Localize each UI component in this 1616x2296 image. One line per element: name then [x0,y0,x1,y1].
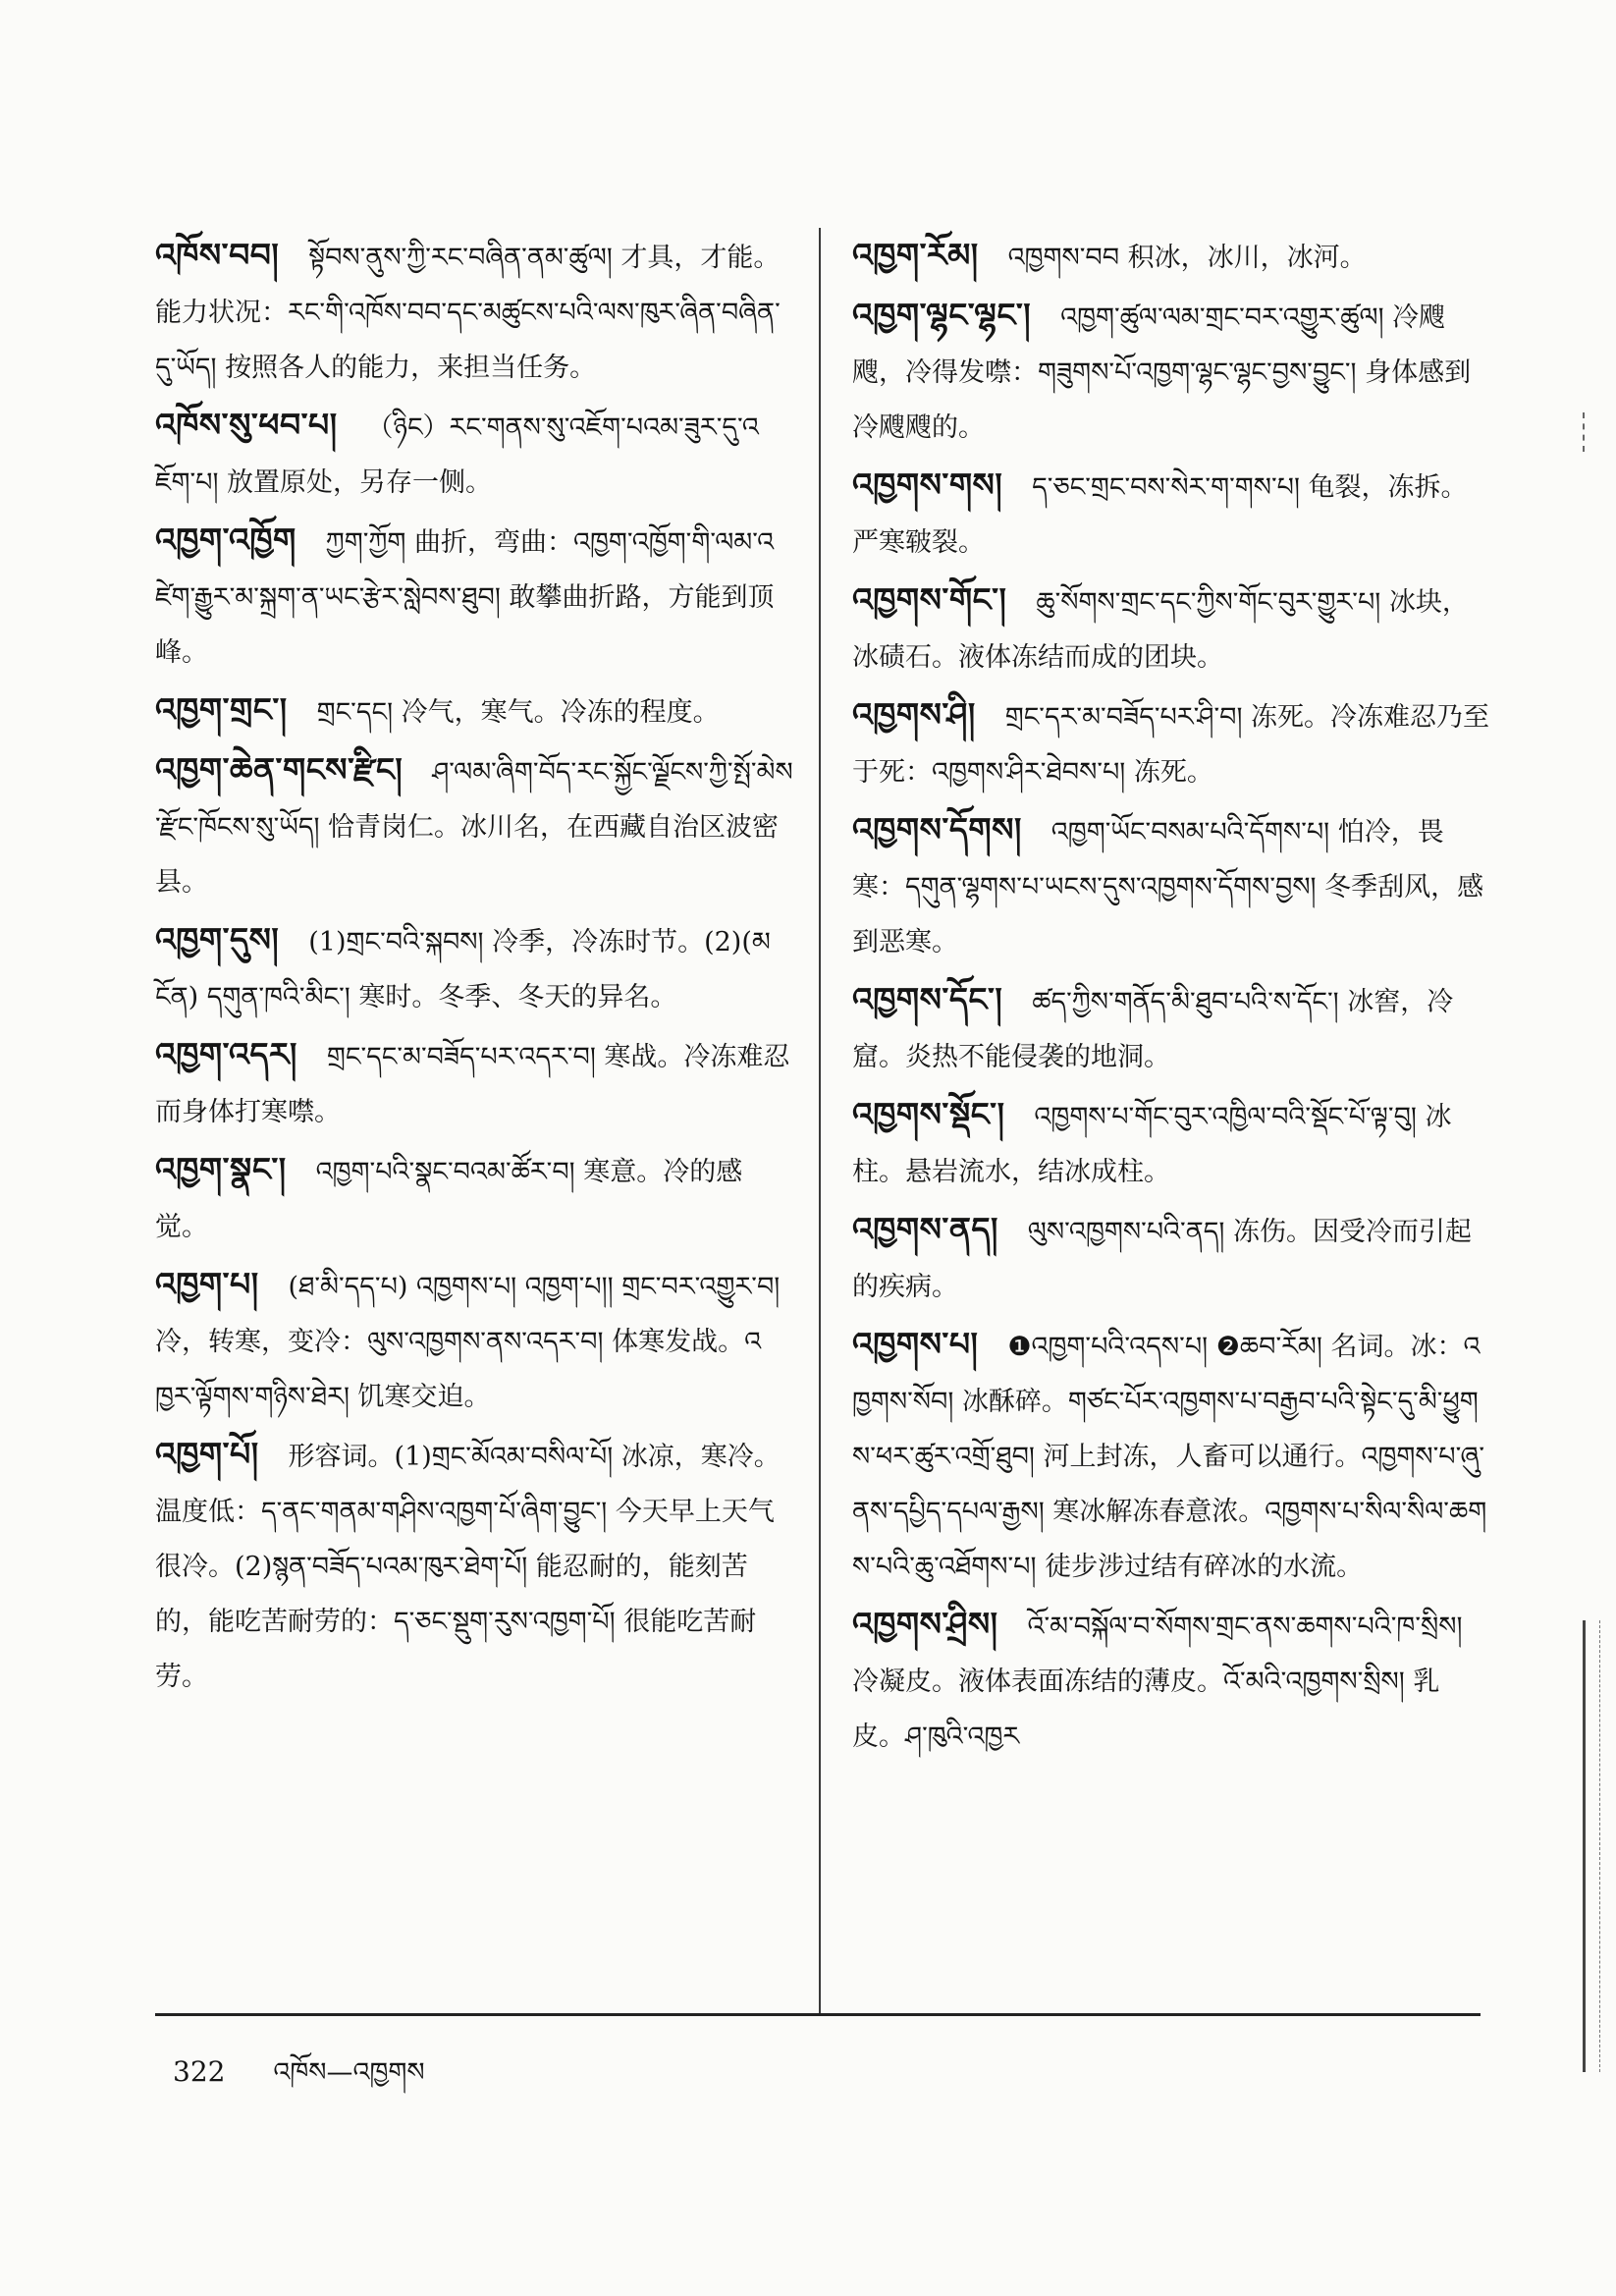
headword: འཁྱགས་གས། [852,465,1003,504]
scan-edge-mark [1583,412,1598,452]
dictionary-entry [852,458,1490,571]
entry-text: སྟོབས་ནུས་ཀྱི་རང་བཞིན་ནམ་ཚུལ། 才具，才能。能力状况：རང་གི་འཁོས་བབ་དང་མཚུངས་པའི་ལས་ཁུར་ཞིན་བཞིན་དུ་ཡོད། 按照各人的能力，来担当任务。 [155,243,781,383]
headword: འཁྱགས་དོང་། [852,980,1003,1018]
entry-text: ཆུ་སོགས་གྲང་དང་ཀྱིས་གོང་བུར་གྱུར་པ། 冰块，冰碛石。液体冻结而成的团块。 [852,587,1469,673]
dictionary-entry [852,573,1490,685]
dictionary-entry [155,1142,793,1255]
running-head: འཁོས—འཁྱགས [273,2057,425,2088]
headword: འཁྱགས་པ། [852,1325,979,1363]
column-divider [819,228,821,2013]
dictionary-entry [155,513,793,681]
entry-text: འཁྱགས་པ་གོང་བུར་འཁྱིལ་བའི་སྡོང་པོ་ལྟ་བུ། 冰柱。悬岩流水，结冰成柱。 [852,1102,1452,1187]
dictionary-entry [852,288,1490,456]
entry-text: འཁྱགས་བབ 积冰，冰川，冰河。 [1007,243,1367,273]
headword: འཁྱགས་ཤི། [852,695,976,734]
entry-text: (1)གྲང་བའི་སྐབས། 冷季，冷冻时节。(2)(མངོན) དགུན་ཁའི་མིང་། 寒时。冬季、冬天的异名。 [155,927,771,1012]
headword: འཁྱགས་གོང་། [852,580,1007,619]
scan-edge-mark [1583,1620,1600,2072]
footer-rule [155,2013,1481,2016]
headword: འཁྱགས་སྡོང་། [852,1095,1005,1133]
entry-text: གྲང་དང། 冷气，寒气。冷冻的程度。 [316,697,720,728]
headword: འཁྱག་ལྷང་ལྷང་། [852,296,1032,334]
entry-text: འཁྱག་ཚུལ་ལམ་གྲང་བར་འགྱུར་ཚུལ། 冷飕飕，冷得发噤：གཟུགས་པོ་འཁྱག་ལྷང་ལྷང་བྱས་བྱུང་། 身体感到冷飕飕的。 [852,302,1472,443]
headword: འཁྱག་རོམ། [852,236,979,274]
dictionary-entry [155,1427,793,1705]
dictionary-entry [155,1257,793,1425]
entry-text: (ཐ་མི་དད་པ) འཁྱགས་པ། འཁྱག་པ།། གྲང་བར་འགྱུར་བ། 冷，转寒，变冷：ལུས་འཁྱགས་ནས་འདར་བ། 体寒发战。འཁྱར་ལྟོགས་གཉིས་ཐེར། 饥寒交迫。 [155,1272,781,1412]
right-column [852,228,1490,1767]
entry-text: ལུས་འཁྱགས་པའི་ནད། 冻伤。因受冷而引起的疾病。 [852,1217,1472,1302]
entry-text: ད་ཅང་གྲང་བས་སེར་ག་གས་པ། 龟裂，冻拆。严寒皲裂。 [852,472,1468,558]
headword: འཁྱག་པོ། [155,1435,259,1473]
headword: འཁྱག་འདར། [155,1035,297,1073]
page-footer [173,2043,425,2117]
entry-text: འཁྱག་པའི་སྣང་བའམ་ཚོར་བ། 寒意。冷的感觉。 [155,1157,743,1242]
dictionary-entry [155,912,793,1025]
entry-text: ❶འཁྱག་པའི་འདས་པ། ❷ཆབ་རོམ། 名词。冰：འཁྱགས་སོབ། 冰酥碎。གཙང་པོར་འཁྱགས་པ་བརྒྱབ་པའི་སྟེང་དུ་མི་ཕྱུགས་ཕར་ཚུར་འགྲོ་ཐུབ། 河上封冻，人畜可以通行。འཁྱགས་པ་ཞུ་ནས་དཔྱིད་དཔལ་རྒྱས། 寒冰解冻春意浓。འཁྱགས་པ་སིལ་སིལ་ཆགས་པའི་ཆུ་འཐོགས་པ། 徒步涉过结有碎冰的水流。 [852,1332,1487,1582]
dictionary-entry [155,1027,793,1140]
headword: འཁྱགས་དོགས། [852,810,1022,848]
headword: འཁོས་སུ་ཕབ་པ། [155,406,338,444]
dictionary-entry [155,742,793,910]
dictionary-entry [852,1202,1490,1315]
entry-text: ཚད་ཀྱིས་གནོད་མི་ཐུབ་པའི་ས་དོང་། 冰窖，冷窟。炎热不能侵袭的地洞。 [852,987,1454,1072]
headword: འཁྱག་དུས། [155,920,280,958]
dictionary-entry [852,687,1490,800]
left-column [155,228,793,1707]
dictionary-entry [852,1317,1490,1595]
page-number: 322 [173,2055,226,2088]
dictionary-entry [155,683,793,740]
headword: འཁྱག་ཆེན་གངས་རྫིང། [155,750,404,789]
headword: འཁྱགས་ནད། [852,1210,998,1248]
entry-text: འཁྱག་ཡོང་བསམ་པའི་དོགས་པ། 怕冷，畏寒：དགུན་ལྷགས་པ་ཡངས་དུས་འཁྱགས་དོགས་བྱས། 冬季刮风，感到恶寒。 [852,817,1484,957]
headword: འཁྱག་པ། [155,1265,259,1303]
headword: འཁྱགས་ཤྲིས། [852,1605,998,1643]
headword: འཁྱག་འཁྱོག [155,520,296,559]
dictionary-entry [155,228,793,396]
dictionary-entry [155,398,793,511]
entry-text: ཀྱག་ཀྱོག 曲折，弯曲：འཁྱག་འཁྱོག་གི་ལམ་འཛེག་རྒྱུར་མ་སྐྲག་ན་ཡང་རྩེར་སླེབས་ཐུབ། 敢攀曲折路，方能到顶峰。 [155,527,775,668]
dictionary-entry [852,1597,1490,1765]
entry-text: ཤ་ལམ་ཞིག་བོད་རང་སྐྱོང་ལྗོངས་ཀྱི་སྤོ་མེས་རྫོང་ཁོངས་སུ་ཡོད། 恰青岗仁。冰川名，在西藏自治区波密县。 [155,757,793,898]
headword: འཁྱག་སྣང་། [155,1150,287,1188]
entry-text: （ཉིང）རང་གནས་སུ་འཇོག་པའམ་ཟུར་དུ་འཇོག་པ། 放置原处，另存一侧。 [155,412,759,498]
entry-text: འོ་མ་བསྐོལ་བ་སོགས་གྲང་ནས་ཆགས་པའི་ཁ་སྲིས། 冷凝皮。液体表面冻结的薄皮。འོ་མའི་འཁྱགས་སྲིས། 乳皮。ཤ་ཁུའི་འཁྱར [852,1612,1463,1752]
entry-text: 形容词。(1)གྲང་མོའམ་བསིལ་པོ། 冰凉，寒冷。温度低：ད་ནང་གནམ་གཤིས་འཁྱག་པོ་ཞིག་བྱུང་། 今天早上天气很冷。(2)སྙན་བཟོད་པའམ་ཁུར་ཐེག་པོ། 能忍耐的，能刻苦的，能吃苦耐劳的：ད་ཅང་སྡུག་རུས་འཁྱག་པོ། 很能吃苦耐劳。 [155,1442,781,1692]
headword: འཁོས་བབ། [155,236,280,274]
dictionary-entry [852,802,1490,970]
dictionary-entry [852,1087,1490,1200]
entry-text: གྲང་དར་མ་བཟོད་པར་ཤི་བ། 冻死。冷冻难忍乃至于死：འཁྱགས་ཤིར་ཐེབས་པ། 冻死。 [852,702,1490,788]
entry-text: གྲང་དང་མ་བཟོད་པར་འདར་བ། 寒战。冷冻难忍而身体打寒噤。 [155,1042,790,1127]
headword: འཁྱག་གྲང་། [155,690,288,729]
dictionary-entry [852,972,1490,1085]
dictionary-entry [852,228,1490,286]
